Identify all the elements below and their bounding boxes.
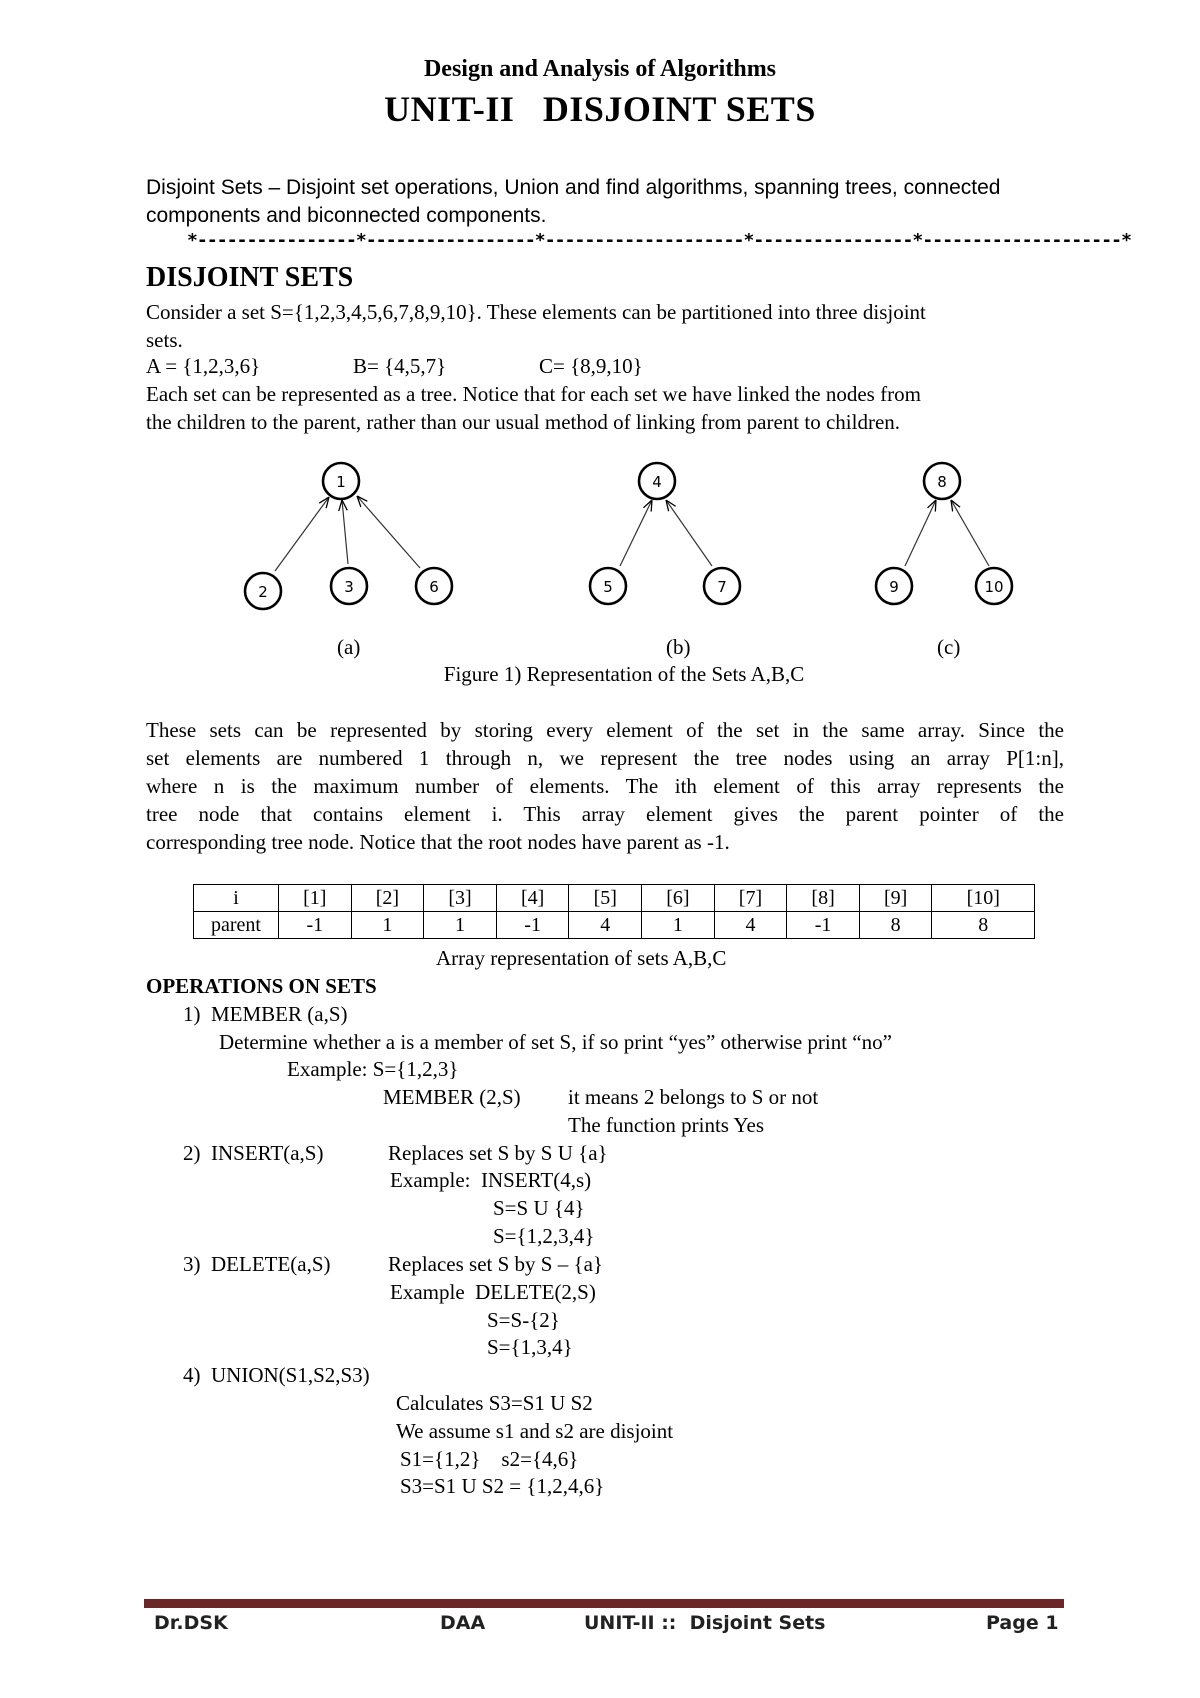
edge-2-to-1	[275, 497, 329, 571]
table-header-i: i	[194, 885, 279, 912]
intro-line-2: components and biconnected components.	[146, 204, 547, 227]
intro-line-1: Disjoint Sets – Disjoint set operations, Union and find algorithms, spanning trees, connected	[146, 176, 1001, 199]
member-example: Example: S={1,2,3}	[287, 1057, 459, 1081]
delete-example: Example DELETE(2,S)	[390, 1280, 596, 1304]
edge-5-to-4	[620, 500, 652, 566]
separator-line: *----------------*-----------------*--------------------*----------------*--------------------*	[187, 230, 1132, 251]
table-cell-parent: 8	[932, 912, 1035, 939]
table-cell-parent: 1	[351, 912, 424, 939]
footer-author: Dr.DSK	[154, 1612, 228, 1634]
paragraph-1-line-1: Consider a set S={1,2,3,4,5,6,7,8,9,10}. These elements can be partitioned into three disjoint	[146, 300, 926, 324]
tree-figure	[0, 450, 1200, 620]
table-cell-parent: -1	[279, 912, 352, 939]
tree-node-label-10: 10	[984, 578, 1004, 596]
figure-caption: Figure 1) Representation of the Sets A,B,C	[443, 662, 805, 686]
table-cell-index: [6]	[642, 885, 715, 912]
paragraph-3-line-2: set elements are numbered 1 through n, we represent the tree nodes using an array P[1:n],	[146, 746, 1064, 770]
tree-node-label-7: 7	[717, 578, 727, 596]
table-row-indices	[194, 885, 1035, 912]
table-cell-parent: 4	[714, 912, 787, 939]
tree-node-label-9: 9	[889, 578, 899, 596]
parent-array-table	[193, 884, 1035, 939]
footer-divider	[144, 1599, 1064, 1608]
insert-example: Example: INSERT(4,s)	[390, 1168, 592, 1192]
tree-node-label-8: 8	[937, 473, 947, 491]
table-cell-index: [8]	[787, 885, 860, 912]
table-cell-parent: 8	[859, 912, 932, 939]
set-a: A = {1,2,3,6}	[146, 354, 261, 378]
tree-node-label-2: 2	[258, 583, 268, 601]
edge-3-to-1	[342, 500, 348, 564]
figure-label-c: (c)	[937, 635, 961, 659]
table-cell-parent: 4	[569, 912, 642, 939]
unit-title: UNIT-II DISJOINT SETS	[384, 89, 816, 129]
tree-node-label-6: 6	[429, 578, 439, 596]
paragraph-2-line-2: the children to the parent, rather than our usual method of linking from parent to children.	[146, 410, 901, 434]
table-cell-parent: -1	[787, 912, 860, 939]
figure-label-b: (b)	[666, 635, 691, 659]
footer-page-number: Page 1	[986, 1612, 1059, 1634]
table-cell-index: [7]	[714, 885, 787, 912]
insert-step-2: S={1,2,3,4}	[493, 1224, 595, 1248]
member-title: 1) MEMBER (a,S)	[183, 1002, 348, 1026]
member-description: Determine whether a is a member of set S, if so print “yes” otherwise print “no”	[219, 1030, 892, 1054]
paragraph-3-line-5: corresponding tree node. Notice that the root nodes have parent as -1.	[146, 830, 730, 854]
section-heading-disjoint-sets: DISJOINT SETS	[146, 262, 354, 293]
union-sets: S1={1,2} s2={4,6}	[400, 1447, 579, 1471]
table-cell-index: [5]	[569, 885, 642, 912]
table-cell-index: [3]	[424, 885, 497, 912]
union-assumption: We assume s1 and s2 are disjoint	[396, 1419, 674, 1443]
edge-9-to-8	[905, 500, 936, 566]
tree-a	[245, 463, 452, 609]
paragraph-3-line-1: These sets can be represented by storing every element of the set in the same array. Since the	[146, 718, 1064, 742]
paragraph-3-line-3: where n is the maximum number of elements. The ith element of this array represents the	[146, 774, 1064, 798]
tree-b	[590, 463, 740, 604]
edge-6-to-1	[357, 496, 420, 568]
tree-c	[876, 463, 1012, 604]
table-cell-index: [1]	[279, 885, 352, 912]
table-cell-index: [2]	[351, 885, 424, 912]
set-c: C= {8,9,10}	[539, 354, 643, 378]
edge-7-to-4	[666, 500, 712, 566]
insert-step-1: S=S U {4}	[493, 1196, 585, 1220]
delete-step-2: S={1,3,4}	[487, 1335, 573, 1359]
tree-node-label-4: 4	[652, 473, 662, 491]
union-description: Calculates S3=S1 U S2	[396, 1391, 593, 1415]
union-title: 4) UNION(S1,S2,S3)	[183, 1363, 370, 1387]
table-row-parents	[194, 912, 1035, 939]
table-cell-index: [10]	[932, 885, 1035, 912]
footer-unit: UNIT-II :: Disjoint Sets	[584, 1612, 826, 1634]
tree-node-label-3: 3	[344, 578, 354, 596]
insert-title: 2) INSERT(a,S)	[183, 1141, 324, 1165]
table-cell-parent: -1	[496, 912, 569, 939]
footer-course: DAA	[440, 1612, 486, 1634]
table-header-parent: parent	[194, 912, 279, 939]
operations-heading: OPERATIONS ON SETS	[146, 974, 377, 998]
delete-title: 3) DELETE(a,S)	[183, 1252, 331, 1276]
tree-node-label-5: 5	[603, 578, 613, 596]
set-b: B= {4,5,7}	[353, 354, 447, 378]
paragraph-3-line-4: tree node that contains element i. This array element gives the parent pointer of the	[146, 802, 1064, 826]
delete-step-1: S=S-{2}	[487, 1308, 560, 1332]
delete-description: Replaces set S by S – {a}	[388, 1252, 603, 1276]
member-result: The function prints Yes	[568, 1113, 764, 1137]
table-cell-parent: 1	[424, 912, 497, 939]
figure-label-a: (a)	[337, 635, 361, 659]
union-result: S3=S1 U S2 = {1,2,4,6}	[400, 1474, 605, 1498]
member-meaning: it means 2 belongs to S or not	[568, 1085, 819, 1109]
table-cell-index: [4]	[496, 885, 569, 912]
paragraph-2-line-1: Each set can be represented as a tree. Notice that for each set we have linked the nodes from	[146, 382, 921, 406]
insert-description: Replaces set S by S U {a}	[388, 1141, 608, 1165]
member-call: MEMBER (2,S)	[383, 1085, 521, 1109]
table-cell-parent: 1	[642, 912, 715, 939]
course-title: Design and Analysis of Algorithms	[423, 56, 777, 82]
edge-10-to-8	[951, 500, 989, 566]
paragraph-1-line-2: sets.	[146, 328, 183, 352]
tree-node-label-1: 1	[336, 473, 346, 491]
table-caption: Array representation of sets A,B,C	[436, 946, 727, 970]
table-cell-index: [9]	[859, 885, 932, 912]
